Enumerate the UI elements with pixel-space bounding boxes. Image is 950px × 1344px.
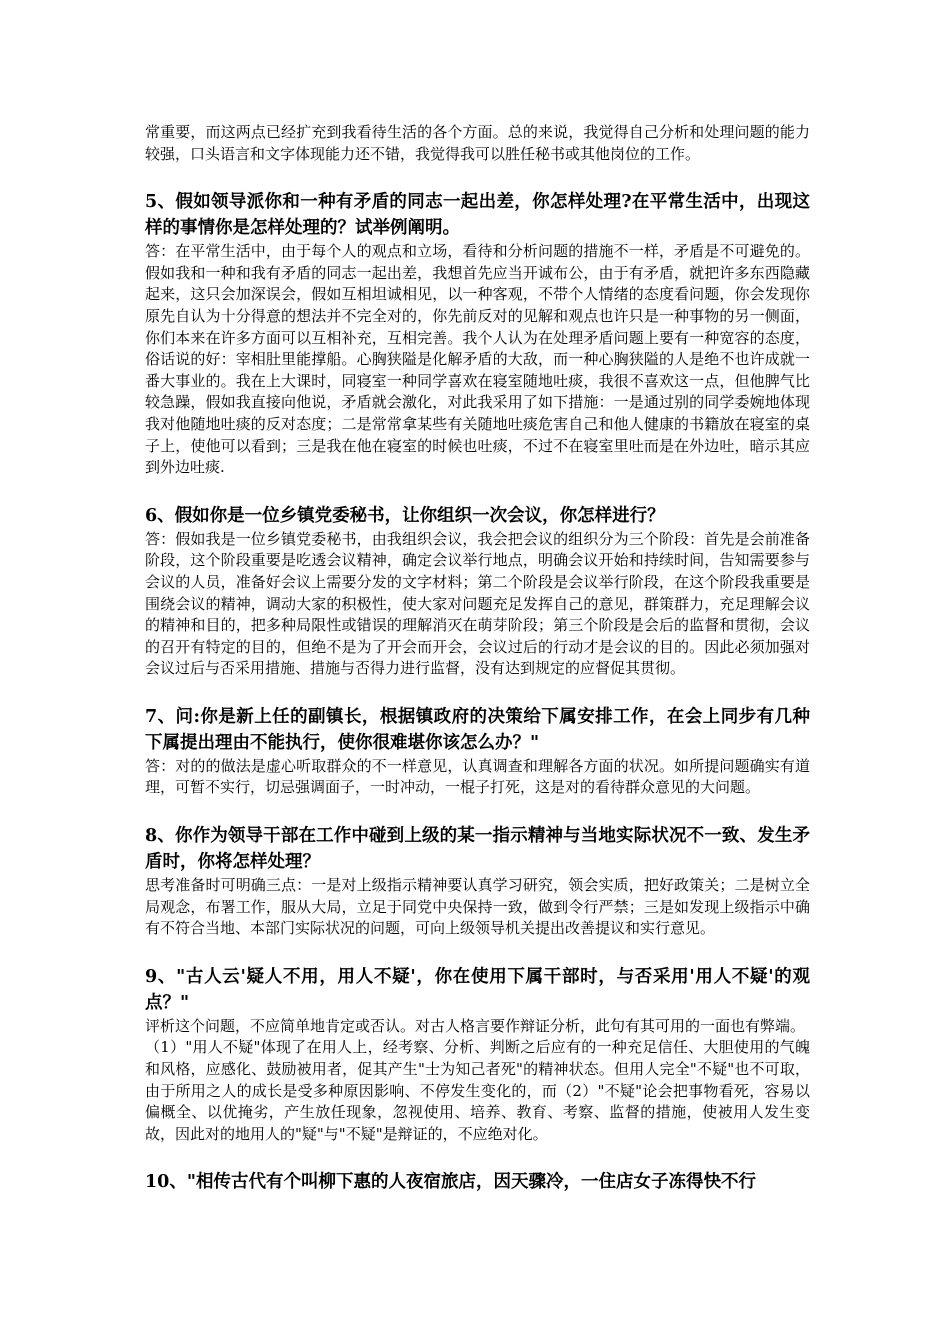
intro-paragraph: 常重要，而这两点已经扩充到我看待生活的各个方面。总的来说，我觉得自己分析和处理问题的能力较强，口头语言和文字体现能力还不错，我觉得我可以胜任秘书或其他岗位的工作。: [145, 123, 810, 163]
question-8-heading: 8、你作为领导干部在工作中碰到上级的某一指示精神与当地实际状况不一致、发生矛盾时，你将怎样处理？: [145, 826, 810, 873]
answer-6-paragraph: 答：假如我是一位乡镇党委秘书，由我组织会议，我会把会议的组织分为三个阶段：首先是会前准备阶段，这个阶段重要是吃透会议精神，确定会议举行地点，明确会议开始和持续时间，告知需要参与会议的人员，准备好会议上需要分发的文字材料；第二个阶段是会议举行阶段，在这个阶段我重要是围绕会议的精神，调动大家的积极性，使大家对问题充足发挥自己的意见，群策群力，充足理解会议的精神和目的，把多种局限性或错误的理解消灭在萌芽阶段；第三个阶段是会后的监督和贯彻，会议的召开有特定的目的，但绝不是为了开会而开会，会议过后的行动才是会议的目的。因此必须加强对会议过后与否采用措施、措施与否得力进行监督，没有达到规定的应督促其贯彻。: [145, 529, 810, 678]
question-6-heading: 6、假如你是一位乡镇党委秘书，让你组织一次会议，你怎样进行？: [145, 505, 665, 526]
question-7-heading: 7、问:你是新上任的副镇长，根据镇政府的决策给下属安排工作，在会上同步有几种下属提出理由不能执行，使你很难堪你该怎么办？": [145, 706, 810, 753]
answer-9-paragraph-2: （1）"用人不疑"体现了在用人上，经考察、分析、判断之后应有的一种充足信任、大胆使用的气魄和风格，应感化、鼓励被用者，促其产生"士为知己者死"的精神状态。但用人完全"不疑"也不可取，由于所用之人的成长是受多种原因影响、不停发生变化的，而（2）"不疑"论会把事物看死，容易以偏概全、以优掩劣，产生放任现象，忽视使用、培养、教育、考察、监督的措施，使被用人发生变故，因此对的地用人的"疑"与"不疑"是辩证的，不应绝对化。: [145, 1038, 810, 1143]
answer-7-paragraph: 答：对的的做法是虚心听取群众的不一样意见，认真调查和理解各方面的状况。如所提问题确实有道理，可暂不实行，切忌强调面子，一时冲动，一棍子打死，这是对的看待群众意见的大问题。: [145, 756, 810, 797]
question-8-section: [145, 823, 810, 940]
question-6-section: [145, 503, 810, 680]
document-page: [145, 122, 810, 1195]
question-10-section: [145, 1169, 810, 1195]
question-5-section: [145, 189, 810, 479]
question-7-section: [145, 704, 810, 799]
answer-9-paragraph-1: 评析这个问题，不应简单地肯定或否认。对古人格言要作辩证分析，此句有其可用的一面也有弊端。: [145, 1016, 806, 1035]
question-10-heading: 10、"相传古代有个叫柳下惠的人夜宿旅店，因天骤冷，一住店女子冻得快不行: [145, 1172, 756, 1193]
question-9-section: [145, 964, 810, 1146]
answer-8-paragraph: 思考准备时可明确三点：一是对上级指示精神要认真学习研究，领会实质，把好政策关；二是树立全局观念，布署工作，服从大局，立足于同党中央保持一致，做到令行严禁；三是如发现上级指示中确有不符合当地、本部门实际状况的问题，可向上级领导机关提出改善提议和实行意见。: [145, 876, 810, 938]
answer-5-paragraph: 答：在平常生活中，由于每个人的观点和立场，看待和分析问题的措施不一样，矛盾是不可避免的。假如我和一种和我有矛盾的同志一起出差，我想首先应当开诚布公，由于有矛盾，就把许多东西隐藏起来，这只会加深误会，假如互相坦诚相见，以一种客观，不带个人情绪的态度看问题，你会发现你原先自认为十分得意的想法并不完全对的，你先前反对的见解和观点也许只是一种事物的另一侧面，你们本来在许多方面可以互相补充，互相完善。我个人认为在处理矛盾问题上要有一种宽容的态度，俗话说的好：宰相肚里能撑船。心胸狭隘是化解矛盾的大敌，而一种心胸狭隘的人是绝不也许成就一番大事业的。我在上大课时，同寝室一种同学喜欢在寝室随地吐痰，我很不喜欢这一点，但他脾气比较急躁，假如我直接向他说，矛盾就会激化，对此我采用了如下措施：一是通过别的同学委婉地体现我对他随地吐痰的反对态度；二是常常拿某些有关随地吐痰危害自己和他人健康的书籍放在寝室的桌子上，使他可以看到；三是我在他在寝室的时候也吐痰，不过不在寝室里吐而是在外边吐，暗示其应到外边吐痰.: [145, 242, 810, 477]
question-5-heading: 5、假如领导派你和一种有矛盾的同志一起出差，你怎样处理?在平常生活中，出现这样的事情你是怎样处理的？试举例阐明。: [145, 192, 810, 239]
question-9-heading: 9、"古人云'疑人不用，用人不疑'，你在使用下属干部时，与否采用'用人不疑'的观点？": [145, 966, 810, 1013]
